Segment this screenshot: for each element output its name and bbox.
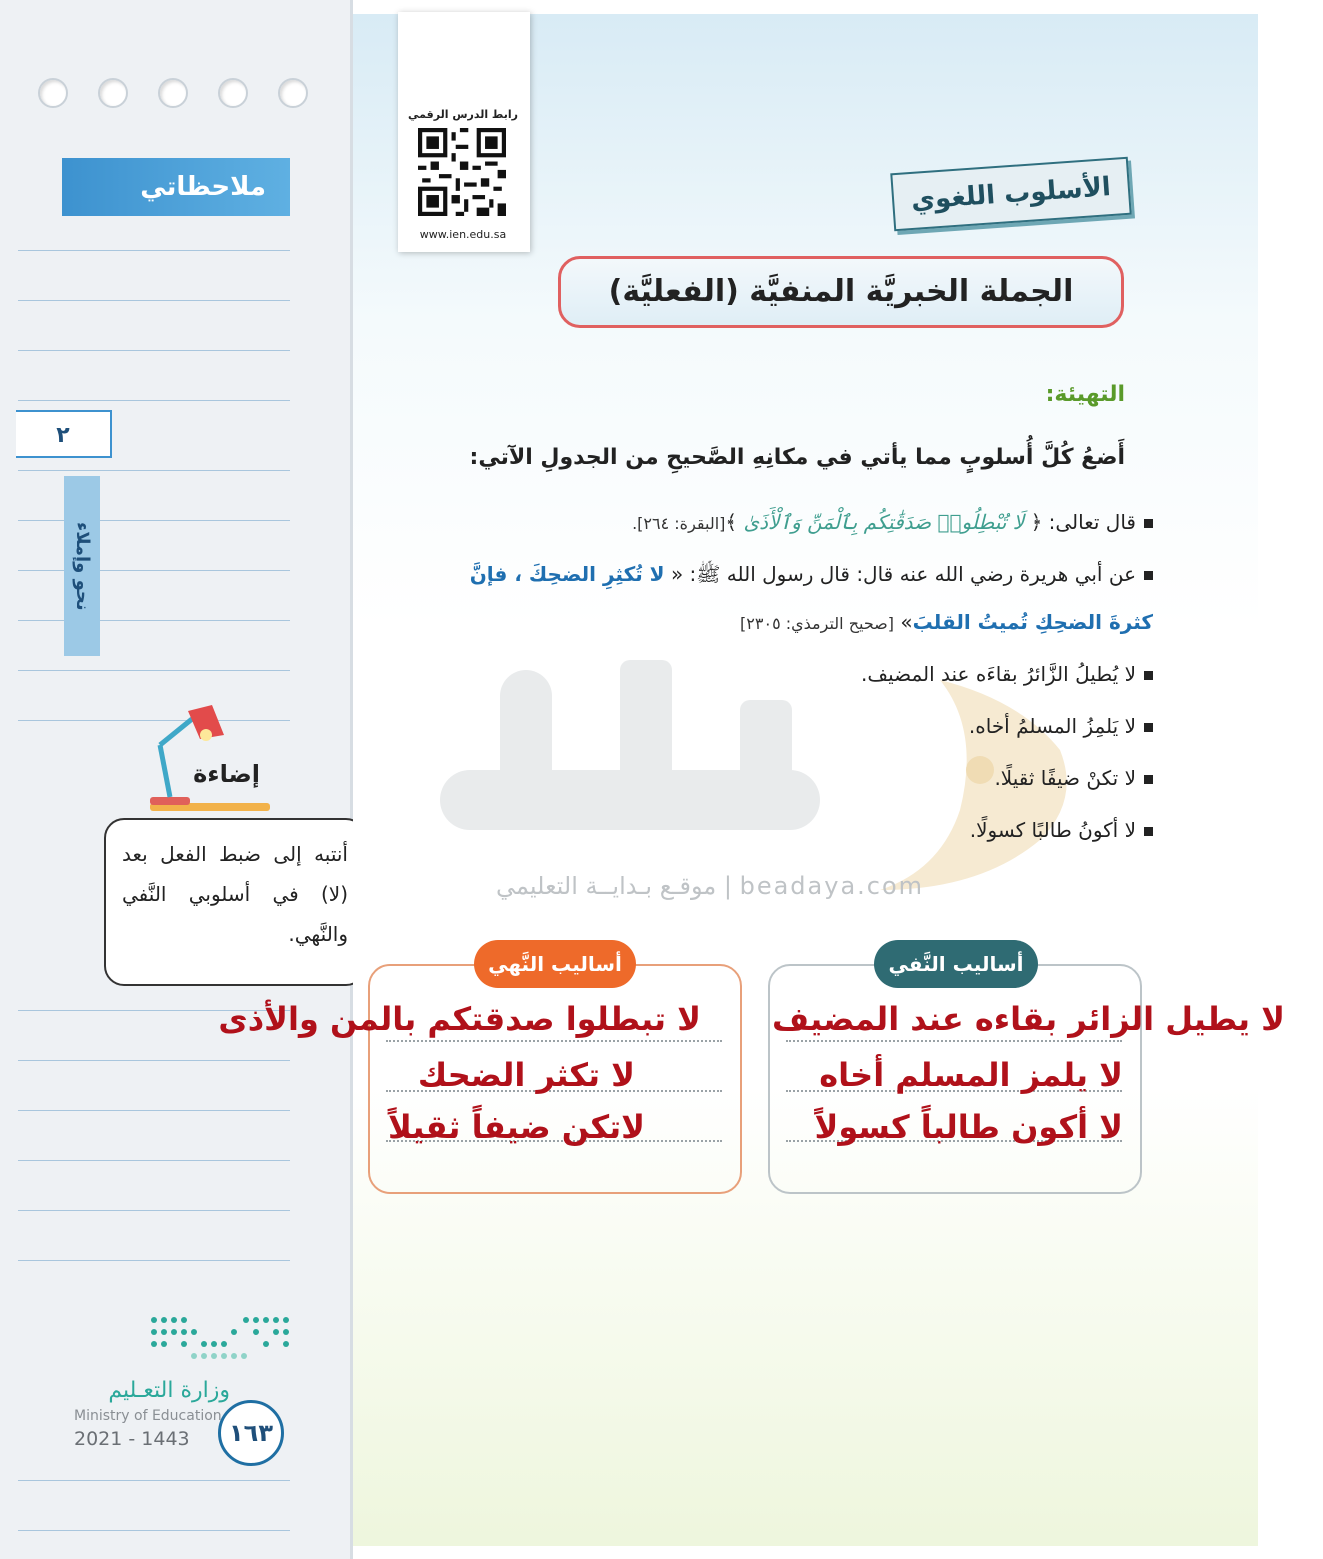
quran-quote: لَا تُبْطِلُوا۟ صَدَقَٰتِكُم بِٱلْمَنِّ وَٱلْأَذَىٰ	[743, 510, 1025, 534]
ministry-name-ar: وزارة التعـليم	[108, 1378, 230, 1403]
hadith-reference: [صحيح الترمذي: ٢٣٠٥]	[740, 614, 894, 633]
lesson-title: الجملة الخبريَّة المنفيَّة (الفعليَّة)	[558, 256, 1124, 328]
bullet-icon	[1144, 571, 1153, 580]
note-line	[18, 520, 290, 521]
answer-line	[386, 1040, 722, 1042]
note-line	[18, 250, 290, 251]
hadith-quote: لا تُكثِرِ الضحِكَ ، فإنَّ	[469, 562, 665, 586]
bullet-item	[470, 562, 1153, 591]
page-number: ١٦٣	[218, 1400, 284, 1466]
item-prefix: عن أبي هريرة رضي الله عنه قال: قال رسول الله ﷺ: «	[670, 562, 1136, 586]
negation-answer[interactable]: لا أكون طالباً كسولاً	[814, 1108, 1123, 1146]
bullet-item	[994, 766, 1153, 790]
quran-reference: [البقرة: ٢٦٤].	[632, 514, 726, 533]
ministry-logo-icon	[148, 1312, 292, 1366]
note-line	[18, 1260, 290, 1261]
ministry-name-en: Ministry of Education	[74, 1408, 222, 1424]
prohibition-answer[interactable]: لا تكثر الضحك	[417, 1056, 635, 1094]
section-ribbon: الأسلوب اللغوي	[890, 157, 1131, 231]
bullet-icon	[1144, 827, 1153, 836]
hadith-quote-cont: كثرةَ الضحِكِ تُميتُ القلبَ	[912, 610, 1153, 634]
qr-label: رابط الدرس الرقمي	[408, 108, 518, 121]
bullet-item	[632, 510, 1153, 534]
bullet-icon	[1144, 519, 1153, 528]
item-suffix: »	[900, 610, 913, 634]
note-line	[18, 1110, 290, 1111]
idea-text: أنتبه إلى ضبط الفعل بعد (لا) في أسلوبي النَّفي والنَّهي.	[104, 818, 366, 986]
idea-title: إضاءة	[193, 760, 260, 788]
qr-url[interactable]: www.ien.edu.sa	[419, 228, 507, 241]
note-line	[18, 1530, 290, 1531]
prohibition-table-title: أساليب النَّهي	[474, 940, 636, 988]
item-text: لا يُطيلُ الزَّائرُ بقاءَه عند المضيف.	[861, 662, 1136, 686]
edition-year: 2021 - 1443	[74, 1428, 190, 1450]
unit-name: نحو وإملاء	[64, 476, 100, 656]
bullet-item-continued	[740, 610, 1153, 634]
note-line	[18, 350, 290, 351]
item-suffix: ﴾	[725, 510, 738, 534]
note-line	[18, 470, 290, 471]
binder-ring	[98, 78, 128, 108]
note-line	[18, 1480, 290, 1481]
note-line	[18, 1210, 290, 1211]
negation-answer[interactable]: لا يلمز المسلم أخاه	[819, 1056, 1123, 1094]
item-text: لا يَلمِزُ المسلمُ أخاه.	[968, 714, 1136, 738]
negation-table-title: أساليب النَّفي	[874, 940, 1038, 988]
warmup-label: التهيئة:	[1045, 382, 1125, 407]
note-line	[18, 620, 290, 621]
note-line	[18, 670, 290, 671]
instruction: أَضعُ كُلَّ أُسلوبٍ مما يأتي في مكانِهِ الصَّحيحِ من الجدولِ الآتي:	[469, 445, 1125, 470]
note-line	[18, 400, 290, 401]
bullet-item	[969, 714, 1153, 738]
bullet-item	[970, 818, 1153, 842]
prohibition-answer[interactable]: لاتكن ضيفاً ثقيلاً	[388, 1108, 645, 1146]
item-text: لا تكنْ ضيفًا ثقيلًا.	[994, 766, 1136, 790]
prohibition-answer[interactable]: لا تبطلوا صدقتكم بالمن والأذى	[218, 1000, 701, 1038]
qr-code-icon[interactable]	[418, 128, 506, 216]
binder-ring	[38, 78, 68, 108]
unit-number: ٢	[16, 410, 112, 458]
binder-ring	[218, 78, 248, 108]
binder-ring	[158, 78, 188, 108]
bullet-icon	[1144, 671, 1153, 680]
binder-ring	[278, 78, 308, 108]
item-prefix: قال تعالى: ﴿	[1030, 510, 1136, 534]
note-line	[18, 570, 290, 571]
bullet-icon	[1144, 723, 1153, 732]
bullet-icon	[1144, 775, 1153, 784]
watermark-text: موقـع بـدايــة التعليمي | beadaya.com	[496, 872, 925, 900]
notes-title: ملاحظاتي	[62, 158, 290, 216]
negation-answer[interactable]: لا يطيل الزائر بقاءه عند المضيف	[772, 1000, 1285, 1038]
item-text: لا أكونُ طالبًا كسولًا.	[969, 818, 1136, 842]
note-line	[18, 1160, 290, 1161]
answer-line	[786, 1040, 1122, 1042]
note-line	[18, 300, 290, 301]
bullet-item	[861, 662, 1153, 686]
note-line	[18, 1060, 290, 1061]
